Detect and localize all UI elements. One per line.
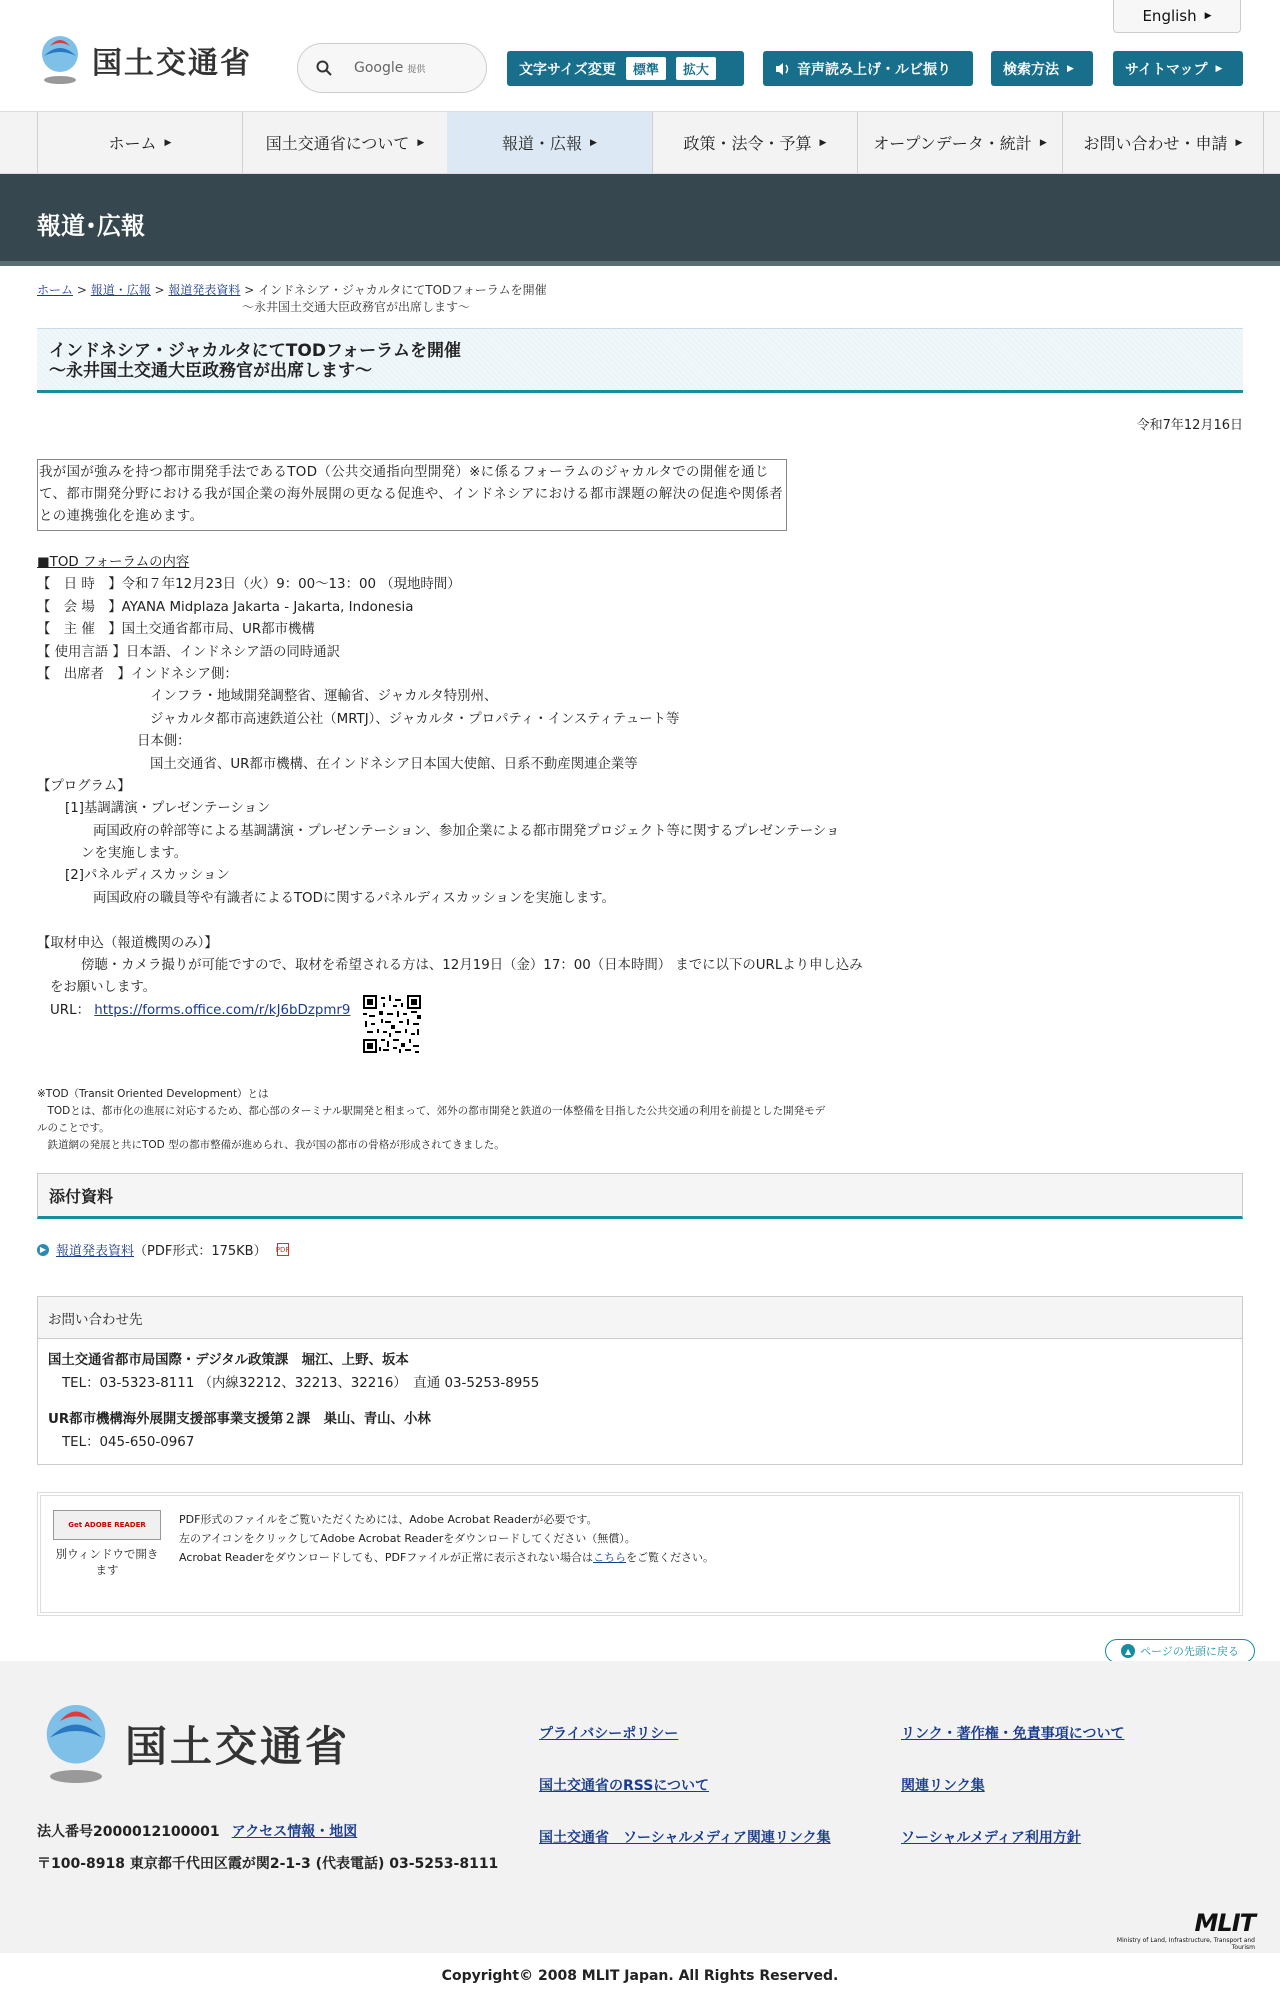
new-window-note: 別ウィンドウで開きます xyxy=(55,1547,159,1578)
url-line xyxy=(37,1000,1243,1022)
page-title-line1: インドネシア・ジャカルタにてTODフォーラムを開催 xyxy=(49,341,461,361)
triangle-right-icon: ▶ xyxy=(819,137,827,148)
publish-date: 令和7年12月16日 xyxy=(1136,418,1243,433)
pdf-icon: PDF xyxy=(277,1243,289,1256)
corp-number: 法人番号2000012100001 xyxy=(37,1824,220,1840)
footer-logo[interactable] xyxy=(37,1701,350,1787)
text-size-large-button[interactable]: 拡大 xyxy=(676,57,716,80)
text-size-standard-button[interactable]: 標準 xyxy=(626,57,666,80)
nav-item-opendata[interactable] xyxy=(857,112,1062,173)
text-size-label: 文字サイズ変更 xyxy=(519,61,616,78)
qr-code xyxy=(363,995,421,1053)
search-box[interactable] xyxy=(297,43,487,93)
nav-label: 報道・広報 xyxy=(502,134,583,153)
body-line: 【 主 催 】国土交通省都市局、UR都市機構 xyxy=(37,622,315,638)
nav-label: 国土交通省について xyxy=(265,134,410,153)
url-label: URL： xyxy=(50,1002,90,1018)
voice-ruby-button[interactable] xyxy=(763,51,973,86)
body-line: 傍聴・カメラ撮りが可能ですので、取材を希望される方は、12月19日（金）17：00（日本時間） までに以下のURLより申し込み xyxy=(81,958,863,974)
body-line: 【プログラム】 xyxy=(37,778,131,794)
tod-note xyxy=(37,1086,1243,1154)
body-line: 【 使用言語 】日本語、インドネシア語の同時通訳 xyxy=(37,644,340,660)
triangle-right-icon: ▶ xyxy=(164,137,172,148)
body-line: 両国政府の幹部等による基調講演・プレゼンテーション、参加企業による都市開発プロジェクト等に関するプレゼンテーショ xyxy=(93,823,840,839)
voice-label: 音声読み上げ・ルビ振り xyxy=(797,61,951,78)
body-line: ジャカルタ都市高速鉄道公社（MRTJ）、ジャカルタ・プロパティ・インスティテュート等 xyxy=(150,711,680,727)
nav-label: オープンデータ・統計 xyxy=(873,134,1032,153)
get-adobe-reader-button[interactable] xyxy=(53,1510,161,1540)
site-header xyxy=(0,0,1280,111)
search-method-label: 検索方法 xyxy=(1003,61,1059,78)
site-name: 国土交通省 xyxy=(92,46,252,81)
nav-label: お問い合わせ・申請 xyxy=(1083,134,1228,153)
sitemap-button[interactable] xyxy=(1113,51,1243,86)
reader-line: Acrobat Readerをダウンロードしても、PDFファイルが正常に表示されない場合は xyxy=(179,1551,594,1565)
text-size-control xyxy=(507,51,744,86)
page-title-line2: ～永井国土交通大臣政務官が出席します～ xyxy=(49,361,372,381)
breadcrumb-current: > インドネシア・ジャカルタにてTODフォーラムを開催 xyxy=(244,283,547,297)
global-nav xyxy=(0,111,1280,174)
nav-label: 政策・法令・予算 xyxy=(683,134,812,153)
reader-line: 左のアイコンをクリックしてAdobe Acrobat Readerをダウンロードしてください（無償）。 xyxy=(179,1532,636,1546)
search-icon xyxy=(316,60,332,76)
mlit-logo-icon xyxy=(36,34,84,86)
arrow-bullet-icon: ▶ xyxy=(37,1244,49,1256)
forum-heading: ■TOD フォーラムの内容 xyxy=(37,555,190,570)
attachments-heading: 添付資料 xyxy=(37,1173,1243,1219)
site-footer xyxy=(0,1661,1280,1953)
attachment-link[interactable]: 報道発表資料 xyxy=(56,1244,135,1260)
note-line: TODとは、都市化の進展に対応するため、都心部のターミナル駅開発と相まって、郊外の都市開発と鉄道の一体整備を目指した公共交通の利用を前提とした開発モデ xyxy=(37,1105,826,1118)
note-line: ルのことです。 xyxy=(37,1122,110,1135)
speaker-icon xyxy=(775,62,791,76)
body-line: 【取材申込（報道機関のみ）】 xyxy=(37,935,218,951)
body-line xyxy=(37,910,1243,932)
reader-line: PDF形式のファイルをご覧いただくためには、Adobe Acrobat Readerが必要です。 xyxy=(179,1513,598,1527)
attachment-item xyxy=(37,1240,1243,1259)
site-logo[interactable] xyxy=(36,34,252,86)
body-line: 日本側： xyxy=(137,734,191,750)
section-title: 報道･広報 xyxy=(37,212,145,240)
copyright: Copyright© 2008 MLIT Japan. All Rights Reserved. xyxy=(0,1953,1280,2003)
body-line: インフラ・地域開発調整省、運輸省、ジャカルタ特別州、 xyxy=(150,689,498,705)
triangle-right-icon: ▶ xyxy=(417,137,425,148)
nav-item-press[interactable] xyxy=(447,112,652,173)
nav-item-about[interactable] xyxy=(242,112,447,173)
reader-help-link[interactable]: こちら xyxy=(593,1551,627,1565)
nav-item-home[interactable] xyxy=(37,112,242,173)
summary-box: 我が国が強みを持つ都市開発手法であるTOD（公共交通指向型開発）※に係るフォーラムのジャカルタでの開催を通じて、都市開発分野における我が国企業の海外展開の更なる促進や、インドネシアにおける都市課題の解決の促進や関係者との連携強化を進めます。 xyxy=(37,459,787,531)
back-to-top-label: ページの先頭に戻る xyxy=(1140,1645,1239,1658)
triangle-right-icon: ▶ xyxy=(1067,63,1074,74)
english-label: English xyxy=(1142,7,1197,25)
address: 〒100-8918 東京都千代田区霞が関2-1-3 (代表電話) 03-5253-8111 xyxy=(37,1856,499,1872)
breadcrumb-home[interactable]: ホーム xyxy=(37,283,74,297)
adobe-reader-box xyxy=(37,1492,1243,1616)
body-line: をお願いします。 xyxy=(50,980,157,996)
note-line: ※TOD（Transit Oriented Development）とは xyxy=(37,1088,269,1101)
related-links-link[interactable]: 関連リンク集 xyxy=(901,1778,985,1794)
body-line: 【 日 時 】令和７年12月23日（火）9：00～13：00 （現地時間） xyxy=(37,577,461,593)
rss-link[interactable]: 国土交通省のRSSについて xyxy=(539,1778,710,1794)
mlit-wordmark-big: MLIT xyxy=(1194,1909,1255,1937)
body-line: 【 出席者 】インドネシア側： xyxy=(37,666,238,682)
english-link[interactable] xyxy=(1113,0,1241,33)
nav-item-policy[interactable] xyxy=(652,112,857,173)
attachment-meta: （PDF形式：175KB） xyxy=(134,1244,267,1260)
contact-org: UR都市機構海外展開支援部事業支援第２課 巣山、青山、小林 xyxy=(48,1412,431,1428)
arrow-up-icon: ▲ xyxy=(1121,1644,1135,1658)
body-line: [2]パネルディスカッション xyxy=(65,868,230,884)
breadcrumb-press[interactable]: 報道・広報 xyxy=(90,283,151,297)
search-method-button[interactable] xyxy=(991,51,1093,86)
contact-heading: お問い合わせ先 xyxy=(38,1297,1242,1339)
footer-site-name: 国土交通省 xyxy=(125,1722,351,1771)
sitemap-label: サイトマップ xyxy=(1125,61,1208,78)
access-link[interactable]: アクセス情報・地図 xyxy=(231,1824,358,1840)
contact-tel: TEL：045-650-0967 xyxy=(62,1435,195,1451)
search-provided: 提供 xyxy=(407,65,426,75)
breadcrumb: ホーム > 報道・広報 > 報道発表資料 > インドネシア・ジャカルタにてTODフォーラムを開催 ～永井国土交通大臣政務官が出席します～ xyxy=(37,282,1243,316)
adobe-badge-text: Get ADOBE READER xyxy=(68,1521,146,1530)
body-line: ンを実施します。 xyxy=(81,846,188,862)
triangle-right-icon: ▶ xyxy=(1039,137,1047,148)
triangle-right-icon: ▶ xyxy=(590,137,597,148)
contact-tel: TEL：03-5323-8111 （内線32212、32213、32216） 直通 03-5253-8955 xyxy=(62,1376,540,1392)
breadcrumb-current-subtitle: ～永井国土交通大臣政務官が出席します～ xyxy=(242,300,471,314)
nav-label: ホーム xyxy=(108,134,157,153)
privacy-link[interactable]: プライバシーポリシー xyxy=(539,1726,679,1742)
main-content xyxy=(37,266,1243,1616)
body-line: 【 会 場 】AYANA Midplaza Jakarta - Jakarta, Indonesia xyxy=(37,599,414,615)
section-band xyxy=(0,174,1280,266)
triangle-right-icon: ▶ xyxy=(1204,11,1212,21)
article-body xyxy=(37,552,1243,1022)
social-media-policy-link[interactable]: ソーシャルメディア利用方針 xyxy=(901,1830,1081,1846)
corporate-info xyxy=(37,1816,498,1880)
reader-line: をご覧ください。 xyxy=(626,1551,715,1565)
copyright-link[interactable]: リンク・著作権・免責事項について xyxy=(901,1726,1125,1742)
note-line: 鉄道網の発展と共にTOD 型の都市整備が進められ、我が国の都市の骨格が形成されてきました。 xyxy=(37,1139,505,1152)
page-title xyxy=(37,328,1243,393)
body-line: 国土交通省、UR都市機構、在インドネシア日本国大使館、日系不動産関連企業等 xyxy=(150,756,638,772)
body-line: 両国政府の職員等や有識者によるTODに関するパネルディスカッションを実施します。 xyxy=(93,890,615,906)
back-to-top-button[interactable] xyxy=(1105,1639,1255,1663)
breadcrumb-releases[interactable]: 報道発表資料 xyxy=(168,283,241,297)
registration-url-link[interactable]: https://forms.office.com/r/kJ6bDzpmr9 xyxy=(94,1002,351,1018)
contact-box xyxy=(37,1296,1243,1465)
body-line: [1]基調講演・プレゼンテーション xyxy=(65,801,271,817)
contact-org: 国土交通省都市局国際・デジタル政策課 堀江、上野、坂本 xyxy=(48,1353,409,1369)
mlit-wordmark-small: Ministry of Land, Infrastructure, Transport and Tourism xyxy=(1116,1937,1255,1951)
social-media-links-link[interactable]: 国土交通省 ソーシャルメディア関連リンク集 xyxy=(539,1830,831,1846)
mlit-logo-icon xyxy=(37,1701,115,1787)
mlit-wordmark xyxy=(1100,1909,1255,1951)
nav-item-contact[interactable] xyxy=(1062,112,1264,173)
search-google: Google xyxy=(354,60,404,76)
triangle-right-icon: ▶ xyxy=(1235,137,1243,148)
triangle-right-icon: ▶ xyxy=(1215,63,1223,74)
